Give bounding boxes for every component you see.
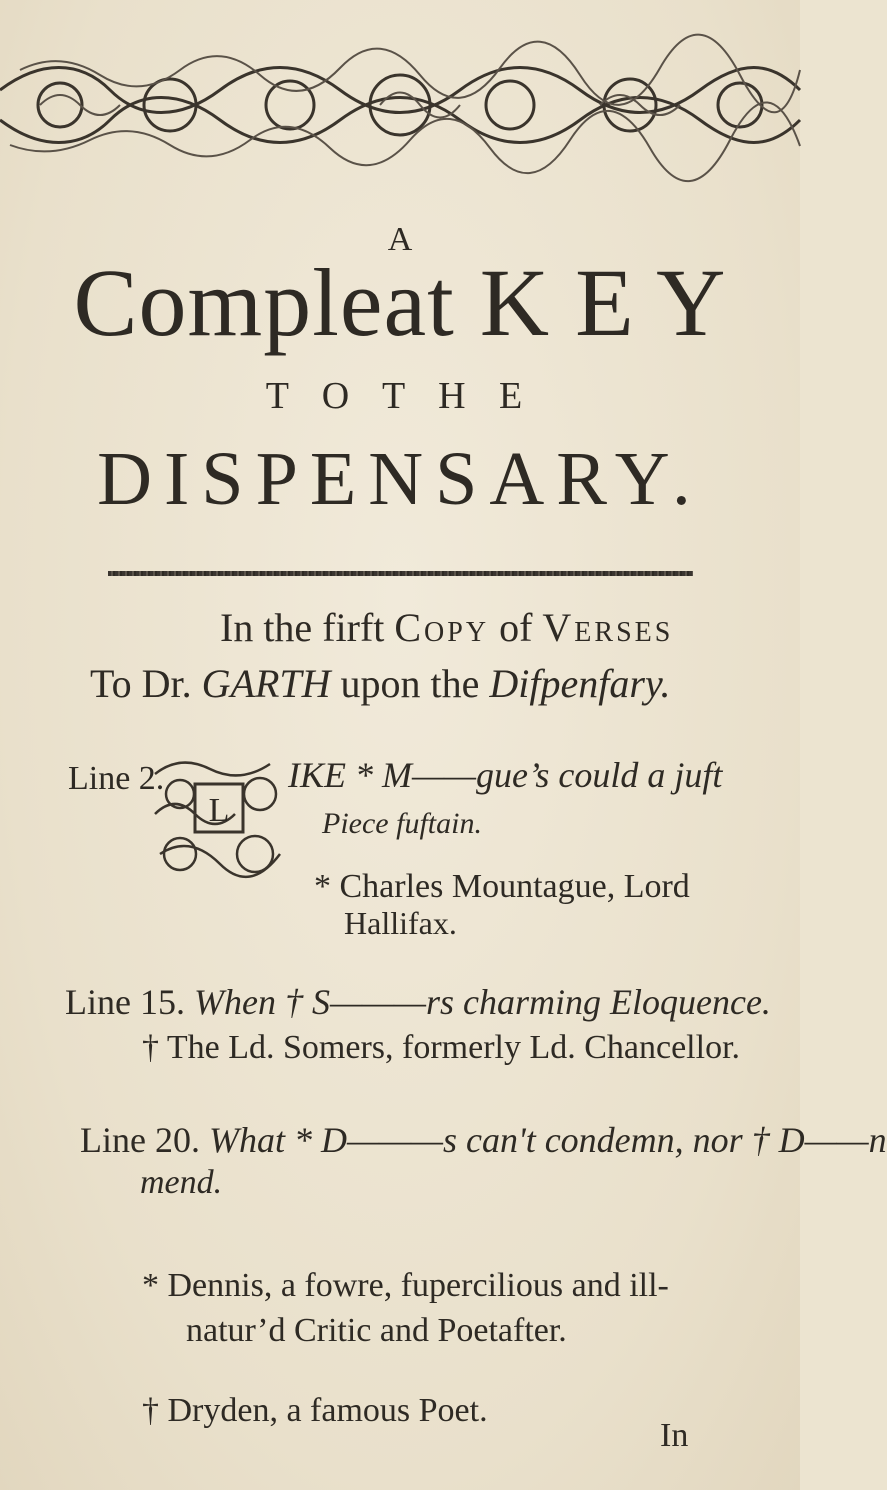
line-2-text: IKE * M——gue’s could a juft xyxy=(288,755,723,796)
title-to-the: T O T H E xyxy=(265,375,535,418)
footnote-charles-2: Hallifax. xyxy=(344,904,457,941)
title-article: A xyxy=(387,220,413,258)
line-20-text-cont: mend. xyxy=(140,1163,223,1201)
line-2-text-cont: Piece fuftain. xyxy=(322,806,482,840)
page-title: Compleat K E Y xyxy=(73,249,727,357)
drop-cap: L xyxy=(208,792,230,830)
decorative-rule xyxy=(108,571,693,576)
ornamental-headpiece xyxy=(0,50,800,160)
footnote-charles-1: * Charles Mountague, Lord xyxy=(314,867,690,905)
intro-line-1: In the firft Copy of Verses xyxy=(220,605,674,651)
line-15-entry: Line 15. When † S———rs charming Eloquence. xyxy=(65,982,771,1023)
intro-line-2: To Dr. GARTH upon the Difpenfary. xyxy=(90,660,671,706)
footnote-dryden: † Dryden, a famous Poet. xyxy=(142,1391,488,1429)
decorated-initial xyxy=(150,754,288,886)
footnote-dennis-2: natur’d Critic and Poetafter. xyxy=(186,1311,567,1349)
footnote-dennis-1: * Dennis, a fowre, fupercilious and ill- xyxy=(142,1267,669,1305)
footnote-somers: † The Ld. Somers, formerly Ld. Chancellor. xyxy=(142,1029,741,1067)
line-2-label: Line 2. xyxy=(68,759,165,797)
catchword: In xyxy=(660,1417,689,1455)
title-subject: DISPENSARY. xyxy=(97,437,703,522)
line-20-entry: Line 20. What * D———s can't condemn, nor † D——n xyxy=(80,1120,887,1161)
